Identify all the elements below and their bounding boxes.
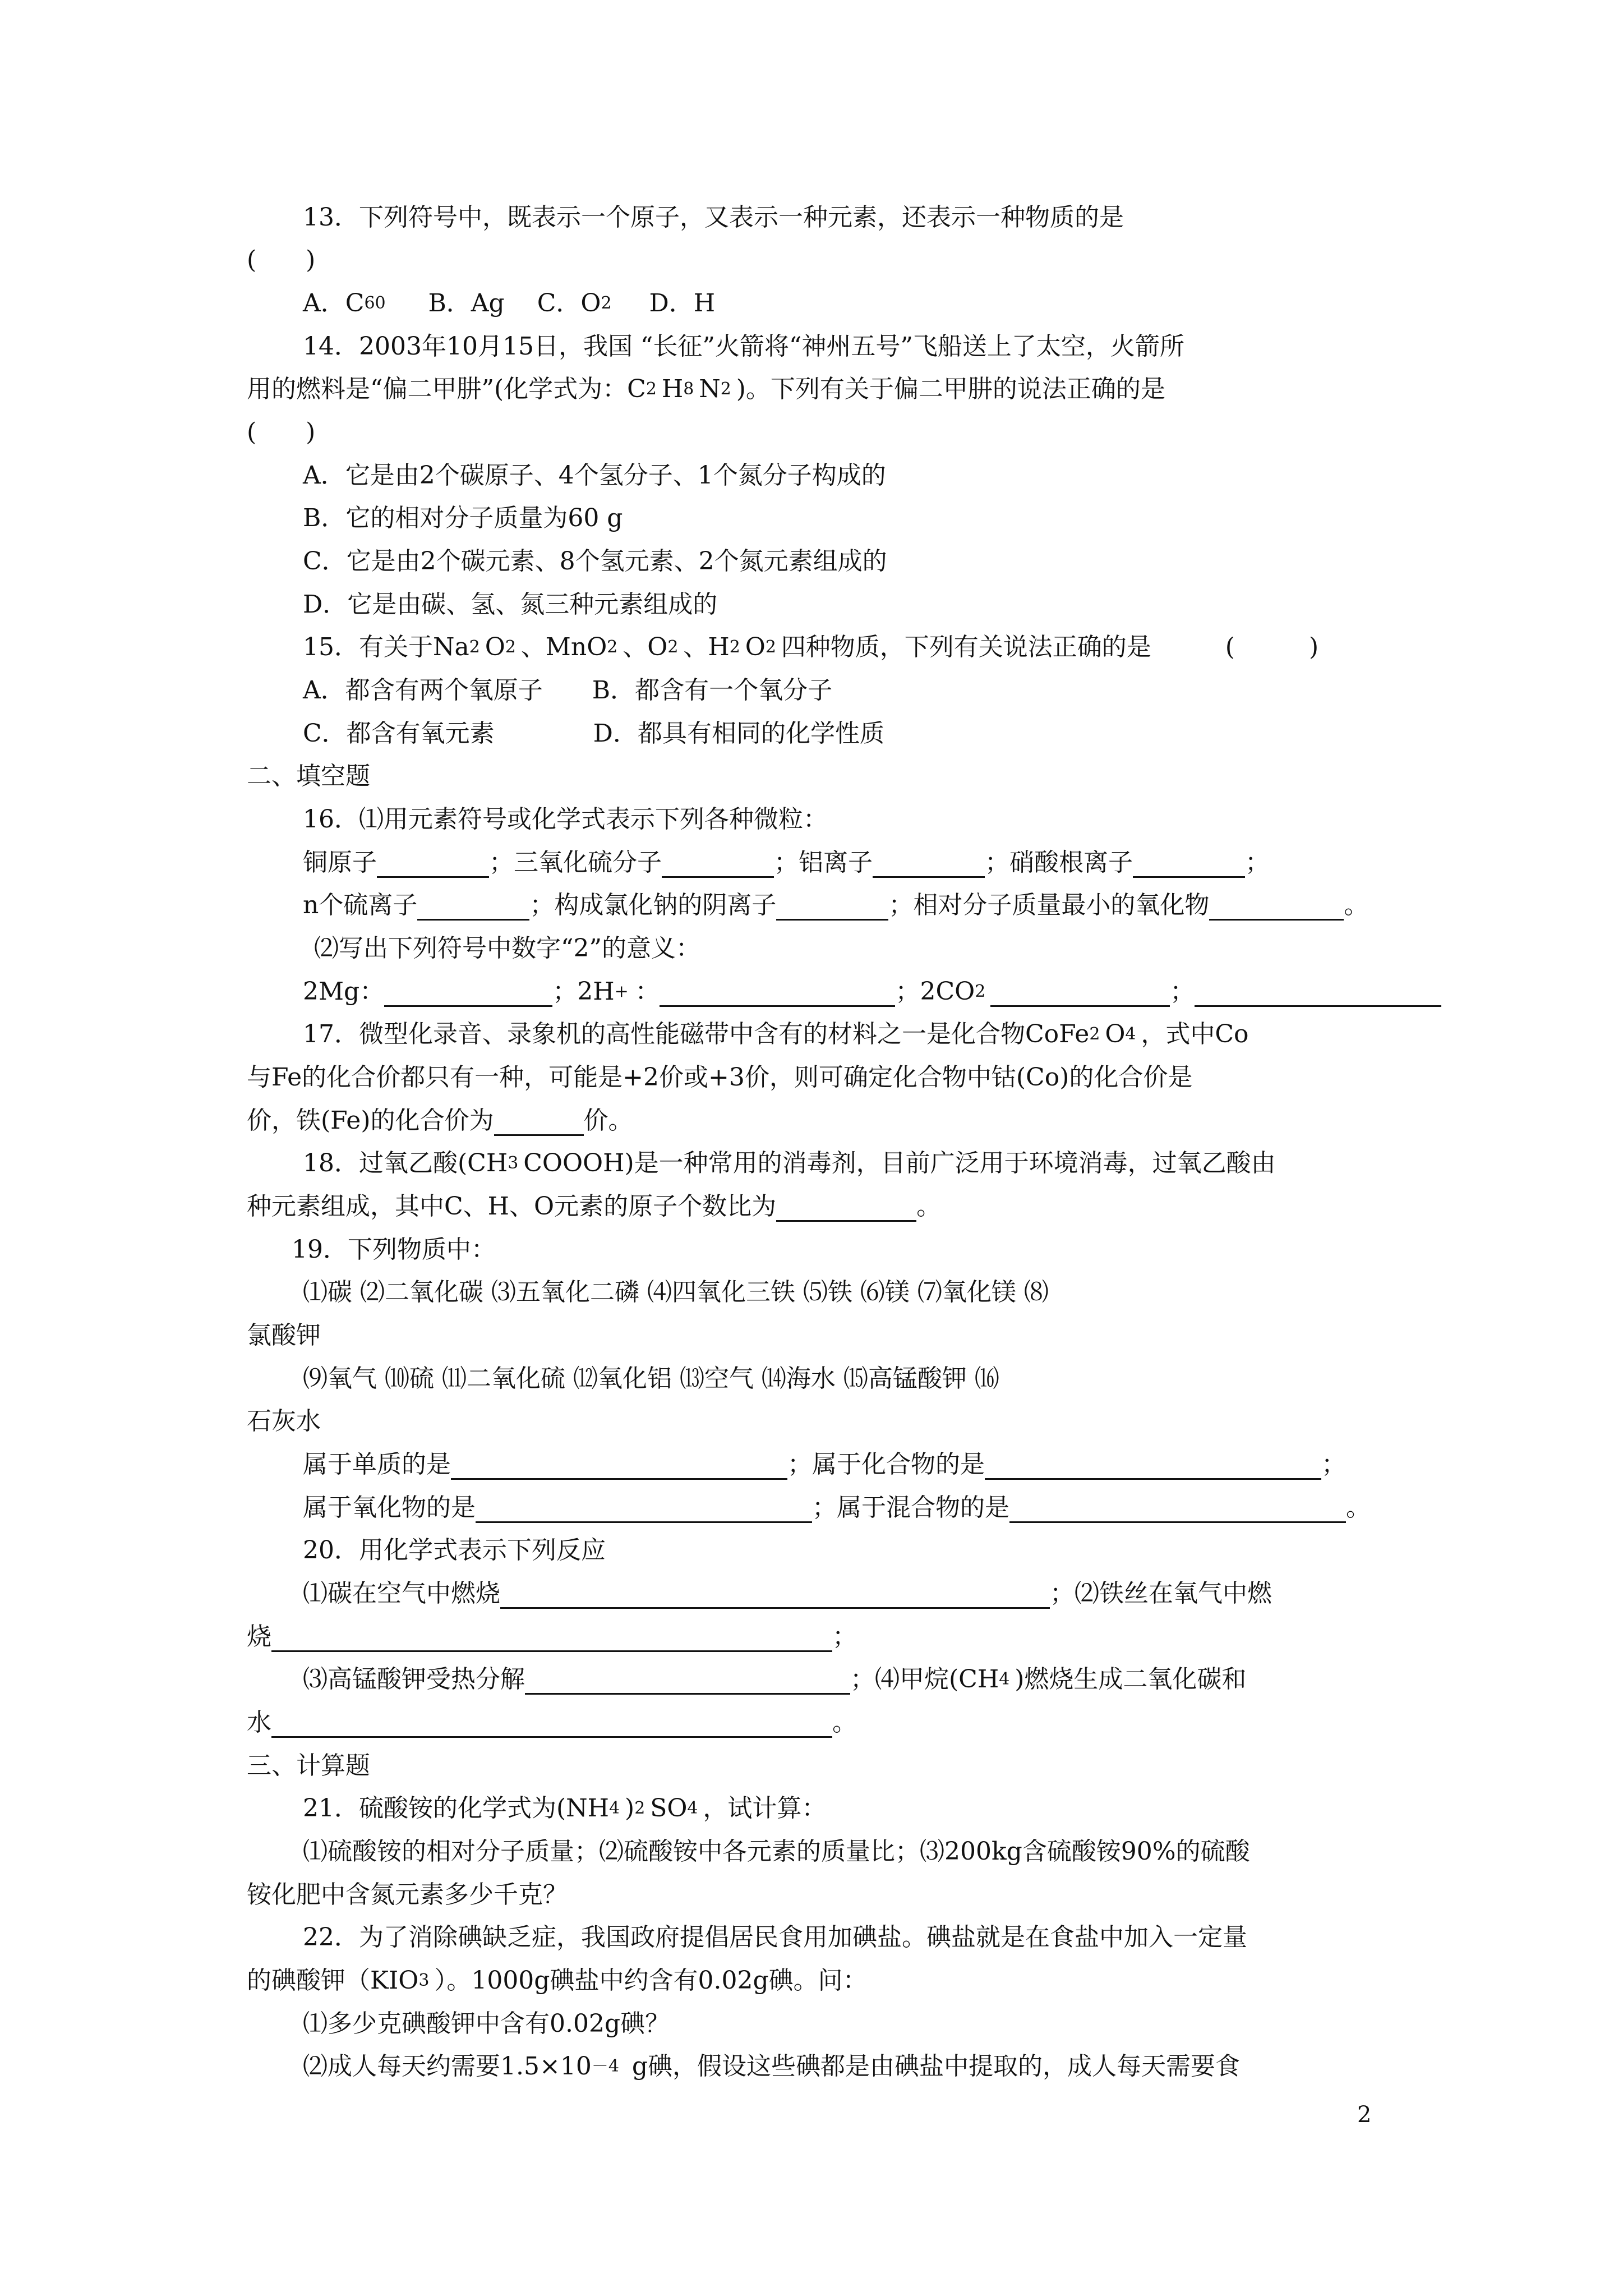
text-line <box>0 841 1623 884</box>
text-line <box>0 282 1623 325</box>
text-line <box>0 798 1623 841</box>
answer-blank[interactable] <box>985 1478 1321 1480</box>
text-segment: ；属于混合物的是 <box>812 1493 1009 1522</box>
text-segment: 22．为了消除碘缺乏症，我国政府提倡居民食用加碘盐。碘盐就是在食盐中加入一定量 <box>303 1923 1247 1952</box>
text-line <box>0 1787 1623 1830</box>
text-segment: ；⑵铁丝在氧气中燃 <box>1050 1579 1272 1608</box>
subscript: 4 <box>1125 1024 1136 1044</box>
text-segment: A．都含有两个氧原子 B．都含有一个氧分子 <box>303 676 833 705</box>
subscript: 4 <box>687 1798 698 1818</box>
text-segment: 石灰水 <box>247 1407 321 1435</box>
text-line <box>0 1056 1623 1099</box>
subscript: 2 <box>607 637 618 657</box>
text-segment: 21．硫酸铵的化学式为(NH <box>303 1794 610 1823</box>
subscript: 4 <box>609 1798 620 1818</box>
text-segment: ： <box>635 977 660 1006</box>
text-segment: 的碘酸钾（KIO <box>247 1966 419 1995</box>
text-segment: D．它是由碳、氢、氮三种元素组成的 <box>303 590 718 619</box>
text-segment: 水 <box>247 1708 271 1737</box>
text-segment: A．它是由2个碳原子、4个氢分子、1个氮分子构成的 <box>303 461 886 490</box>
text-segment: B．Ag C．O <box>395 289 601 318</box>
text-line <box>0 884 1623 927</box>
text-segment: 用的燃料是“偏二甲肼”(化学式为：C <box>247 375 646 403</box>
text-segment: 氯酸钾 <box>247 1321 321 1350</box>
text-segment: D．H <box>616 289 716 318</box>
subscript: 2 <box>469 637 480 657</box>
text-segment: C．都含有氧元素 D．都具有相同的化学性质 <box>303 719 884 748</box>
text-segment: ； <box>1245 848 1270 877</box>
text-line <box>0 1271 1623 1314</box>
answer-blank[interactable] <box>494 1134 584 1136</box>
text-line <box>0 2045 1623 2088</box>
text-line <box>0 1701 1623 1744</box>
text-segment: 种元素组成，其中C、H、O元素的原子个数比为 <box>247 1192 777 1221</box>
text-line <box>0 755 1623 798</box>
subscript: 2 <box>1089 1024 1100 1044</box>
text-segment: B．它的相对分子质量为60 g <box>303 504 623 532</box>
text-line <box>0 1314 1623 1357</box>
text-segment: 烧 <box>247 1622 271 1651</box>
text-line <box>0 1529 1623 1572</box>
text-line <box>0 669 1623 712</box>
text-segment: 2Mg： <box>303 977 385 1006</box>
text-line <box>0 1142 1623 1185</box>
text-line <box>0 1959 1623 2002</box>
text-segment: 。 <box>916 1192 942 1221</box>
text-segment: H <box>661 375 684 403</box>
subscript: 2 <box>634 1798 645 1818</box>
text-line <box>0 411 1623 454</box>
subscript: 2 <box>645 379 657 399</box>
text-segment: 。 <box>1346 1493 1371 1522</box>
text-segment: 、H <box>683 633 730 661</box>
text-segment: ； <box>1170 977 1195 1006</box>
text-segment: 价。 <box>583 1106 633 1135</box>
text-segment: ) <box>625 1794 635 1823</box>
text-line <box>0 454 1623 497</box>
text-line <box>0 583 1623 626</box>
text-line <box>0 2003 1623 2045</box>
answer-blank[interactable] <box>1009 1521 1346 1523</box>
text-line <box>0 540 1623 583</box>
text-segment: ； <box>1321 1450 1346 1479</box>
subscript: 60 <box>364 293 386 313</box>
text-segment: ；2CO <box>895 977 975 1006</box>
answer-blank[interactable] <box>662 876 774 878</box>
text-line <box>0 239 1623 282</box>
text-line <box>0 1830 1623 1873</box>
answer-blank[interactable] <box>271 1650 832 1652</box>
text-line <box>0 1099 1623 1142</box>
subscript: 8 <box>683 379 694 399</box>
text-segment: 13．下列符号中，既表示一个原子，又表示一种元素，还表示一种物质的是 <box>303 203 1124 232</box>
text-line <box>0 1358 1623 1400</box>
text-line <box>0 1916 1623 1959</box>
text-segment: A．C <box>303 289 365 318</box>
text-segment: 、MnO <box>520 633 607 661</box>
text-line <box>0 712 1623 755</box>
text-segment: O <box>485 633 505 661</box>
text-segment: 、O <box>623 633 668 661</box>
text-segment: ( ) <box>247 418 316 447</box>
page-number: 2 <box>1357 2102 1372 2128</box>
text-segment: ( ) <box>247 246 316 274</box>
text-line <box>0 1874 1623 1916</box>
answer-blank[interactable] <box>1209 919 1344 921</box>
text-segment: ；⑷甲烷(CH <box>850 1665 999 1694</box>
answer-blank[interactable] <box>451 1478 787 1480</box>
text-segment: O <box>745 633 766 661</box>
answer-blank[interactable] <box>377 876 489 878</box>
answer-blank[interactable] <box>476 1521 812 1523</box>
text-segment: ，试计算： <box>703 1794 827 1823</box>
text-segment: ；硝酸根离子 <box>985 848 1133 877</box>
text-line <box>0 1013 1623 1056</box>
subscript: 2 <box>505 637 516 657</box>
answer-blank[interactable] <box>525 1693 850 1695</box>
text-segment: N <box>699 375 721 403</box>
text-segment: 属于氧化物的是 <box>303 1493 476 1522</box>
text-line <box>0 970 1623 1013</box>
answer-blank[interactable] <box>271 1736 832 1738</box>
subscript: 3 <box>508 1153 519 1173</box>
text-line <box>0 1572 1623 1615</box>
text-segment: 17．微型化录音、录象机的高性能磁带中含有的材料之一是化合物CoFe <box>303 1020 1090 1048</box>
text-line <box>0 626 1623 669</box>
subscript: 3 <box>418 1971 430 1990</box>
text-segment: ⑵成人每天约需要1.5×10 <box>303 2052 592 2081</box>
text-segment: ⑴硫酸铵的相对分子质量；⑵硫酸铵中各元素的质量比；⑶200kg含硫酸铵90%的硫酸 <box>303 1837 1250 1866</box>
text-line <box>0 1487 1623 1529</box>
text-line <box>0 1658 1623 1701</box>
answer-blank[interactable] <box>1133 876 1245 878</box>
answer-blank[interactable] <box>500 1607 1050 1609</box>
text-segment: )燃烧生成二氧化碳和 <box>1015 1665 1247 1694</box>
text-segment: 。 <box>1344 891 1369 919</box>
text-segment: COOOH)是一种常用的消毒剂，目前广泛用于环境消毒，过氧乙酸由 <box>523 1149 1276 1177</box>
text-line <box>0 1745 1623 1787</box>
text-segment: )。下列有关于偏二甲肼的说法正确的是 <box>736 375 1165 403</box>
text-line <box>0 1400 1623 1443</box>
text-segment: ⑴碳在空气中燃烧 <box>303 1579 500 1608</box>
text-segment: ，式中Co <box>1141 1020 1249 1048</box>
text-segment: 铜原子 <box>303 848 377 877</box>
answer-blank[interactable] <box>990 1005 1170 1007</box>
subscript: 2 <box>720 379 731 399</box>
subscript: 2 <box>729 637 740 657</box>
subscript: 2 <box>667 637 679 657</box>
text-line <box>0 1228 1623 1271</box>
text-segment: ⑴多少克碘酸钾中含有0.02g碘？ <box>303 2009 670 2038</box>
text-segment: ）。1000g碘盐中约含有0.02g碘。问： <box>434 1966 868 1995</box>
text-line <box>0 1185 1623 1228</box>
text-segment: 三、计算题 <box>247 1751 370 1780</box>
superscript: + <box>614 982 629 1001</box>
text-segment: 与Fe的化合价都只有一种，可能是+2价或+3价，则可确定化合物中钴(Co)的化合价是 <box>247 1063 1193 1092</box>
text-segment: 16．⑴用元素符号或化学式表示下列各种微粒： <box>303 805 828 834</box>
answer-blank[interactable] <box>660 1005 895 1007</box>
text-segment: g碘，假设这些碘都是由碘盐中提取的，成人每天需要食 <box>631 2052 1241 2081</box>
text-segment: O <box>1105 1020 1126 1048</box>
text-segment: 。 <box>832 1708 857 1737</box>
text-segment: SO <box>650 1794 688 1823</box>
superscript: －4 <box>591 2056 619 2076</box>
text-segment: ⑼氧气 ⑽硫 ⑾二氧化硫 ⑿氧化铝 ⒀空气 ⒁海水 ⒂高锰酸钾 ⒃ <box>303 1364 999 1393</box>
answer-blank[interactable] <box>384 1005 552 1007</box>
text-segment: 属于单质的是 <box>303 1450 451 1479</box>
text-segment: ⑵写出下列符号中数字“2”的意义： <box>314 934 700 963</box>
answer-blank[interactable] <box>776 919 888 921</box>
text-segment: 19．下列物质中： <box>292 1235 496 1264</box>
subscript: 2 <box>975 982 986 1001</box>
text-line <box>0 927 1623 970</box>
subscript: 4 <box>999 1669 1010 1689</box>
text-line <box>0 325 1623 368</box>
text-segment: ；三氧化硫分子 <box>489 848 662 877</box>
text-segment: C．它是由2个碳元素、8个氢元素、2个氮元素组成的 <box>303 547 887 576</box>
text-segment: ；相对分子质量最小的氧化物 <box>888 891 1210 919</box>
answer-blank[interactable] <box>1195 1005 1441 1007</box>
answer-blank[interactable] <box>873 876 985 878</box>
subscript: 2 <box>601 293 612 313</box>
text-segment: ⑴碳 ⑵二氧化碳 ⑶五氧化二磷 ⑷四氧化三铁 ⑸铁 ⑹镁 ⑺氧化镁 ⑻ <box>303 1278 1049 1306</box>
text-segment: ； <box>832 1622 857 1651</box>
text-line <box>0 1443 1623 1486</box>
text-segment: ；铝离子 <box>774 848 873 877</box>
text-line <box>0 1616 1623 1658</box>
text-segment: 铵化肥中含氮元素多少千克？ <box>247 1880 568 1909</box>
text-segment: ；构成氯化钠的阴离子 <box>529 891 777 919</box>
subscript: 2 <box>765 637 776 657</box>
text-segment: ⑶高锰酸钾受热分解 <box>303 1665 525 1694</box>
text-segment: ；2H <box>552 977 615 1006</box>
text-line <box>0 196 1623 239</box>
text-segment: 20．用化学式表示下列反应 <box>303 1536 606 1565</box>
answer-blank[interactable] <box>417 919 529 921</box>
text-segment: 价，铁(Fe)的化合价为 <box>247 1106 494 1135</box>
text-segment: n个硫离子 <box>303 891 418 919</box>
text-line <box>0 368 1623 411</box>
text-line <box>0 497 1623 540</box>
text-segment: 四种物质，下列有关说法正确的是 ( ) <box>781 633 1319 661</box>
text-segment: 15．有关于Na <box>303 633 469 661</box>
answer-blank[interactable] <box>776 1220 916 1222</box>
text-segment: ；属于化合物的是 <box>787 1450 985 1479</box>
text-segment: 14．2003年10月15日，我国 “长征”火箭将“神州五号”飞船送上了太空，火箭所 <box>303 332 1184 361</box>
text-segment: 18．过氧乙酸(CH <box>303 1149 508 1177</box>
text-segment: 二、填空题 <box>247 762 370 790</box>
